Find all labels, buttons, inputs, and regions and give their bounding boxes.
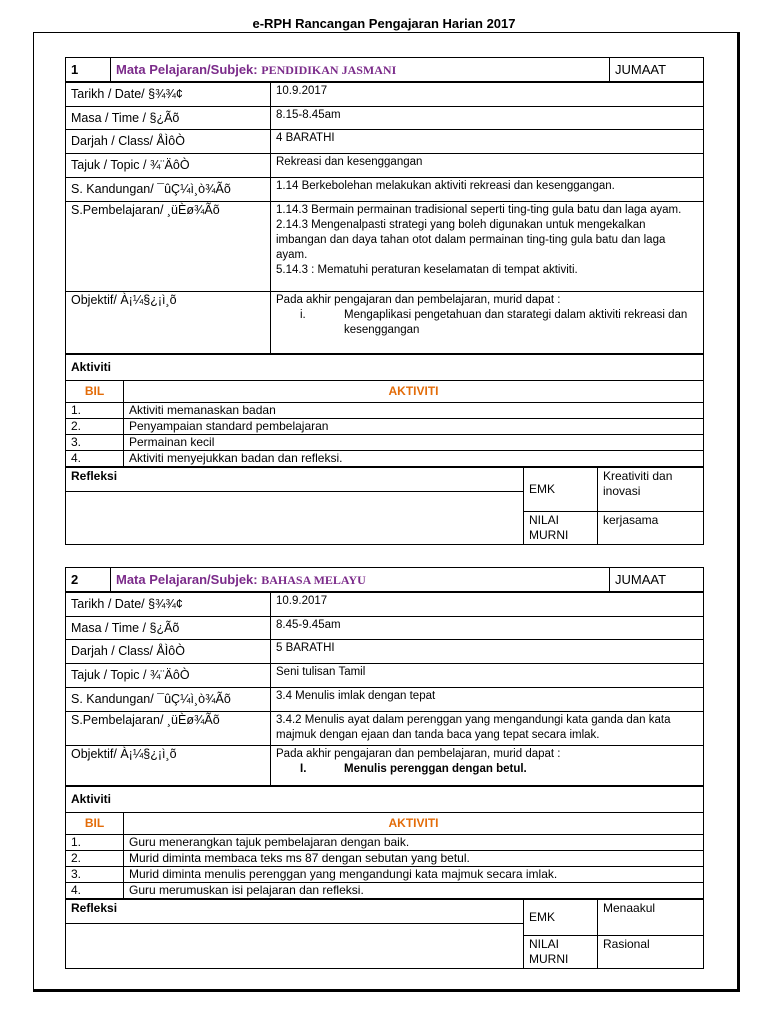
content-label: S. Kandungan/ ¯ûÇ¼ì¸ò¾Ãõ [66, 178, 271, 202]
emk-value: Menaakul [598, 900, 704, 936]
lesson-1-activity-table [65, 354, 704, 467]
aktiviti-heading: Aktiviti [66, 787, 704, 813]
table-row [66, 867, 704, 883]
table-row [66, 451, 704, 467]
objective-text: Mengaplikasi pengetahuan dan starategi dalam aktiviti rekreasi dan kesenggangan [344, 309, 688, 336]
lesson-1-header-table [65, 57, 704, 82]
subject-label: Mata Pelajaran/Subjek: [116, 571, 258, 587]
objective-value [271, 746, 704, 786]
lesson-1 [65, 57, 703, 545]
table-row [66, 851, 704, 867]
learning-value [271, 712, 704, 746]
class-value: 5 BARATHI [271, 640, 704, 664]
content-value: 1.14 Berkebolehan melakukan aktiviti rekreasi dan kesenggangan. [271, 178, 704, 202]
activity-text: Penyampaian standard pembelajaran [124, 419, 704, 435]
objective-value [271, 292, 704, 354]
learning-standard: 1.14.3 Bermain permainan tradisional seperti ting-ting gula batu dan laga ayam. [276, 204, 682, 216]
bil-header: BIL [66, 381, 124, 403]
time-value: 8.15-8.45am [271, 107, 704, 130]
table-row [66, 403, 704, 419]
lesson-number: 1 [66, 58, 111, 82]
learning-label: S.Pembelajaran/ ¸üÈø¾Ãõ [66, 712, 271, 746]
class-label: Darjah / Class/ ÅÌôÒ [66, 130, 271, 154]
objective-item [300, 308, 698, 338]
time-value: 8.45-9.45am [271, 617, 704, 640]
activity-bil: 3. [66, 867, 124, 883]
day-cell: JUMAAT [610, 58, 704, 82]
table-row [66, 419, 704, 435]
table-row [66, 835, 704, 851]
lesson-2-header-table [65, 567, 704, 592]
lesson-2 [65, 567, 703, 969]
objective-intro: Pada akhir pengajaran dan pembelajaran, murid dapat : [276, 294, 561, 306]
topic-value: Rekreasi dan kesenggangan [271, 154, 704, 178]
activity-text: Murid diminta membaca teks ms 87 dengan sebutan yang betul. [124, 851, 704, 867]
aktiviti-heading: Aktiviti [66, 355, 704, 381]
learning-standard: 5.14.3 : Mematuhi peraturan keselamatan di tempat aktiviti. [276, 264, 578, 276]
activity-text: Guru merumuskan isi pelajaran dan refleksi. [124, 883, 704, 899]
aktiviti-header: AKTIVITI [124, 813, 704, 835]
activity-text: Guru menerangkan tajuk pembelajaran dengan baik. [124, 835, 704, 851]
activity-bil: 1. [66, 403, 124, 419]
topic-label: Tajuk / Topic / ¾¨ÄôÒ [66, 154, 271, 178]
class-value: 4 BARATHI [271, 130, 704, 154]
nilai-label: NILAI MURNI [524, 936, 598, 969]
page-title: e-RPH Rancangan Pengajaran Harian 2017 [252, 16, 516, 31]
date-label: Tarikh / Date/ §¾¾¢ [66, 593, 271, 617]
refleksi-box [66, 492, 524, 545]
content-value: 3.4 Menulis imlak dengan tepat [271, 688, 704, 712]
objective-list [276, 308, 698, 338]
learning-value [271, 202, 704, 292]
time-label: Masa / Time / §¿Ãõ [66, 617, 271, 640]
lesson-2-reflection-table [65, 899, 704, 969]
refleksi-box [66, 924, 524, 969]
objective-label: Objektif/ À¡¼§¿¡ì¸õ [66, 746, 271, 786]
activity-bil: 1. [66, 835, 124, 851]
activity-bil: 3. [66, 435, 124, 451]
class-label: Darjah / Class/ ÅÌôÒ [66, 640, 271, 664]
lesson-1-reflection-table [65, 467, 704, 545]
lesson-1-info-table [65, 82, 704, 354]
objective-list [276, 762, 698, 777]
emk-label: EMK [524, 900, 598, 936]
activity-bil: 4. [66, 883, 124, 899]
emk-value: Kreativiti dan inovasi [598, 468, 704, 512]
emk-label: EMK [524, 468, 598, 512]
objective-item [300, 762, 698, 777]
aktiviti-header: AKTIVITI [124, 381, 704, 403]
subject-value: BAHASA MELAYU [261, 572, 366, 587]
learning-label: S.Pembelajaran/ ¸üÈø¾Ãõ [66, 202, 271, 292]
activity-bil: 4. [66, 451, 124, 467]
learning-standard: 2.14.3 Mengenalpasti strategi yang boleh digunakan untuk mengekalkan imbangan dan daya tahan otot dalam permainan ting-ting gula batu dan laga ayam. [276, 219, 666, 261]
time-label: Masa / Time / §¿Ãõ [66, 107, 271, 130]
objective-intro: Pada akhir pengajaran dan pembelajaran, murid dapat : [276, 748, 561, 760]
lesson-2-info-table [65, 592, 704, 786]
table-row [66, 435, 704, 451]
activity-bil: 2. [66, 419, 124, 435]
activity-bil: 2. [66, 851, 124, 867]
refleksi-label: Refleksi [66, 900, 524, 924]
refleksi-label: Refleksi [66, 468, 524, 492]
topic-value: Seni tulisan Tamil [271, 664, 704, 688]
objective-number: I. [300, 763, 307, 775]
subject-value: PENDIDIKAN JASMANI [261, 62, 397, 77]
date-label: Tarikh / Date/ §¾¾¢ [66, 83, 271, 107]
objective-number: i. [300, 309, 306, 321]
table-row [66, 883, 704, 899]
activity-text: Aktiviti menyejukkan badan dan refleksi. [124, 451, 704, 467]
date-value: 10.9.2017 [271, 593, 704, 617]
nilai-label: NILAI MURNI [524, 512, 598, 545]
lesson-2-activity-table [65, 786, 704, 899]
nilai-value: Rasional [598, 936, 704, 969]
nilai-value: kerjasama [598, 512, 704, 545]
date-value: 10.9.2017 [271, 83, 704, 107]
activity-text: Permainan kecil [124, 435, 704, 451]
objective-label: Objektif/ À¡¼§¿¡ì¸õ [66, 292, 271, 354]
day-cell: JUMAAT [610, 568, 704, 592]
learning-standard: 3.4.2 Menulis ayat dalam perenggan yang mengandungi kata ganda dan kata majmuk dengan ejaan dan tanda baca yang tepat secara imlak. [276, 714, 671, 741]
topic-label: Tajuk / Topic / ¾¨ÄôÒ [66, 664, 271, 688]
subject-cell [111, 568, 610, 592]
lesson-number: 2 [66, 568, 111, 592]
activity-text: Aktiviti memanaskan badan [124, 403, 704, 419]
activity-text: Murid diminta menulis perenggan yang mengandungi kata majmuk secara imlak. [124, 867, 704, 883]
content-label: S. Kandungan/ ¯ûÇ¼ì¸ò¾Ãõ [66, 688, 271, 712]
subject-label: Mata Pelajaran/Subjek: [116, 61, 258, 77]
subject-cell [111, 58, 610, 82]
bil-header: BIL [66, 813, 124, 835]
objective-text: Menulis perenggan dengan betul. [344, 763, 527, 775]
